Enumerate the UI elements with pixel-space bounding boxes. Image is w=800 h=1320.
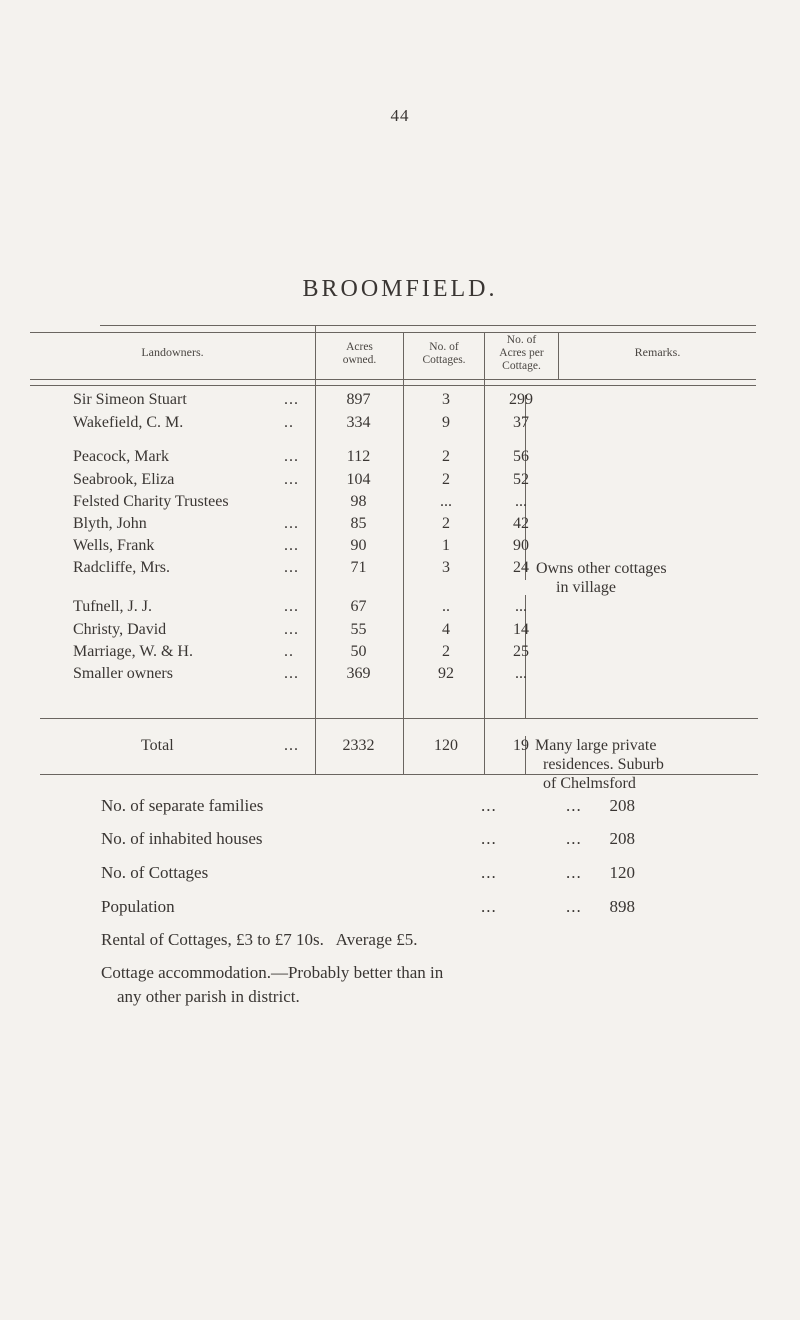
row-acres: 71 <box>350 559 367 576</box>
summary-dots: ... <box>481 796 497 815</box>
row-cottages: 92 <box>438 665 454 682</box>
row-dots: ... <box>284 621 299 638</box>
row-dots: ... <box>284 391 299 408</box>
summary-value: 898 <box>609 897 635 916</box>
row-acres: 334 <box>346 414 371 431</box>
row-landowner: Wells, Frank <box>73 537 155 554</box>
row-acres-per-cottage: 52 <box>513 471 529 488</box>
total-acres-per-cottage: 19 <box>513 737 529 754</box>
row-landowner: Sir Simeon Stuart <box>73 391 187 408</box>
summary-dots: ... <box>566 829 582 848</box>
total-label: Total <box>141 737 174 754</box>
row-acres-per-cottage: ... <box>515 665 527 682</box>
row-acres: 112 <box>346 448 371 465</box>
page-number: 44 <box>390 106 410 125</box>
total-cottages: 120 <box>434 737 458 754</box>
row-acres-per-cottage: 42 <box>513 515 529 532</box>
row-dots: ... <box>284 448 299 465</box>
header-remarks: Remarks. <box>634 345 681 359</box>
summary-value: 208 <box>609 796 635 815</box>
row-landowner: Tufnell, J. J. <box>73 598 152 615</box>
row-acres-per-cottage: 14 <box>513 621 529 638</box>
row-cottages: ... <box>440 493 452 510</box>
row-landowner: Blyth, John <box>73 515 147 532</box>
row-acres-per-cottage: 90 <box>513 537 529 554</box>
row-acres-per-cottage: ... <box>515 598 527 615</box>
row-cottages: .. <box>442 598 450 615</box>
row-dots: ... <box>284 471 299 488</box>
row-dots: ... <box>284 515 299 532</box>
summary-dots: ... <box>481 829 497 848</box>
summary-dots: ... <box>481 897 497 916</box>
row-acres-per-cottage: 37 <box>513 414 529 431</box>
row-acres: 55 <box>350 621 367 638</box>
header-acres: Acres owned. <box>342 341 377 366</box>
header-cottages: No. of Cottages. <box>422 341 466 366</box>
row-landowner: Seabrook, Eliza <box>73 471 175 488</box>
row-acres: 104 <box>346 471 371 488</box>
row-acres-per-cottage: ... <box>515 493 527 510</box>
summary-label: No. of separate families <box>101 796 264 815</box>
row-cottages: 2 <box>442 515 450 532</box>
accommodation-line-2: any other parish in district. <box>117 987 300 1006</box>
row-cottages: 3 <box>442 559 450 576</box>
row-cottages: 3 <box>442 391 450 408</box>
header-landowners: Landowners. <box>141 345 204 359</box>
row-acres: 369 <box>346 665 371 682</box>
row-landowner: Felsted Charity Trustees <box>73 493 229 510</box>
summary-label: Population <box>101 897 175 916</box>
summary-label: No. of Cottages <box>101 863 209 882</box>
row-acres-per-cottage: 25 <box>513 643 529 660</box>
row-landowner: Peacock, Mark <box>73 448 169 465</box>
remark-radcliffe: Owns other cottages in village <box>536 560 667 596</box>
header-acres-per-cottage: No. of Acres per Cottage. <box>499 334 544 372</box>
row-dots: ... <box>284 559 299 576</box>
summary-dots: ... <box>481 863 497 882</box>
summary-label: No. of inhabited houses <box>101 829 263 848</box>
summary-value: 208 <box>609 829 635 848</box>
row-cottages: 1 <box>442 537 450 554</box>
row-cottages: 9 <box>442 414 450 431</box>
summary-dots: ... <box>566 796 582 815</box>
total-acres: 2332 <box>342 737 375 754</box>
accommodation-line-1: Cottage accommodation.—Probably better than in <box>101 963 444 982</box>
page-title: BROOMFIELD. <box>302 276 498 302</box>
row-landowner: Wakefield, C. M. <box>73 414 184 431</box>
row-landowner: Christy, David <box>73 621 167 638</box>
summary-dots: ... <box>566 897 582 916</box>
row-acres: 98 <box>350 493 367 510</box>
row-acres: 897 <box>346 391 371 408</box>
total-remarks: Many large private residences. Suburb of Chelmsford <box>535 737 664 792</box>
row-landowner: Smaller owners <box>73 665 173 682</box>
row-cottages: 2 <box>442 471 450 488</box>
row-dots: ... <box>284 665 299 682</box>
row-acres: 67 <box>350 598 367 615</box>
row-landowner: Marriage, W. & H. <box>73 643 193 660</box>
row-dots: ... <box>284 537 299 554</box>
row-dots: ... <box>284 598 299 615</box>
row-acres: 50 <box>350 643 367 660</box>
row-acres: 85 <box>350 515 367 532</box>
summary-dots: ... <box>566 863 582 882</box>
row-landowner: Radcliffe, Mrs. <box>73 559 171 576</box>
total-dots: ... <box>284 737 299 754</box>
row-acres-per-cottage: 56 <box>513 448 529 465</box>
row-cottages: 4 <box>442 621 450 638</box>
row-acres: 90 <box>350 537 367 554</box>
row-acres-per-cottage: 299 <box>509 391 533 408</box>
row-dots: .. <box>284 643 294 660</box>
row-dots: .. <box>284 414 294 431</box>
row-acres-per-cottage: 24 <box>513 559 529 576</box>
row-cottages: 2 <box>442 448 450 465</box>
rental-line: Rental of Cottages, £3 to £7 10s. Average £5. <box>101 930 418 949</box>
row-cottages: 2 <box>442 643 450 660</box>
summary-value: 120 <box>609 863 635 882</box>
